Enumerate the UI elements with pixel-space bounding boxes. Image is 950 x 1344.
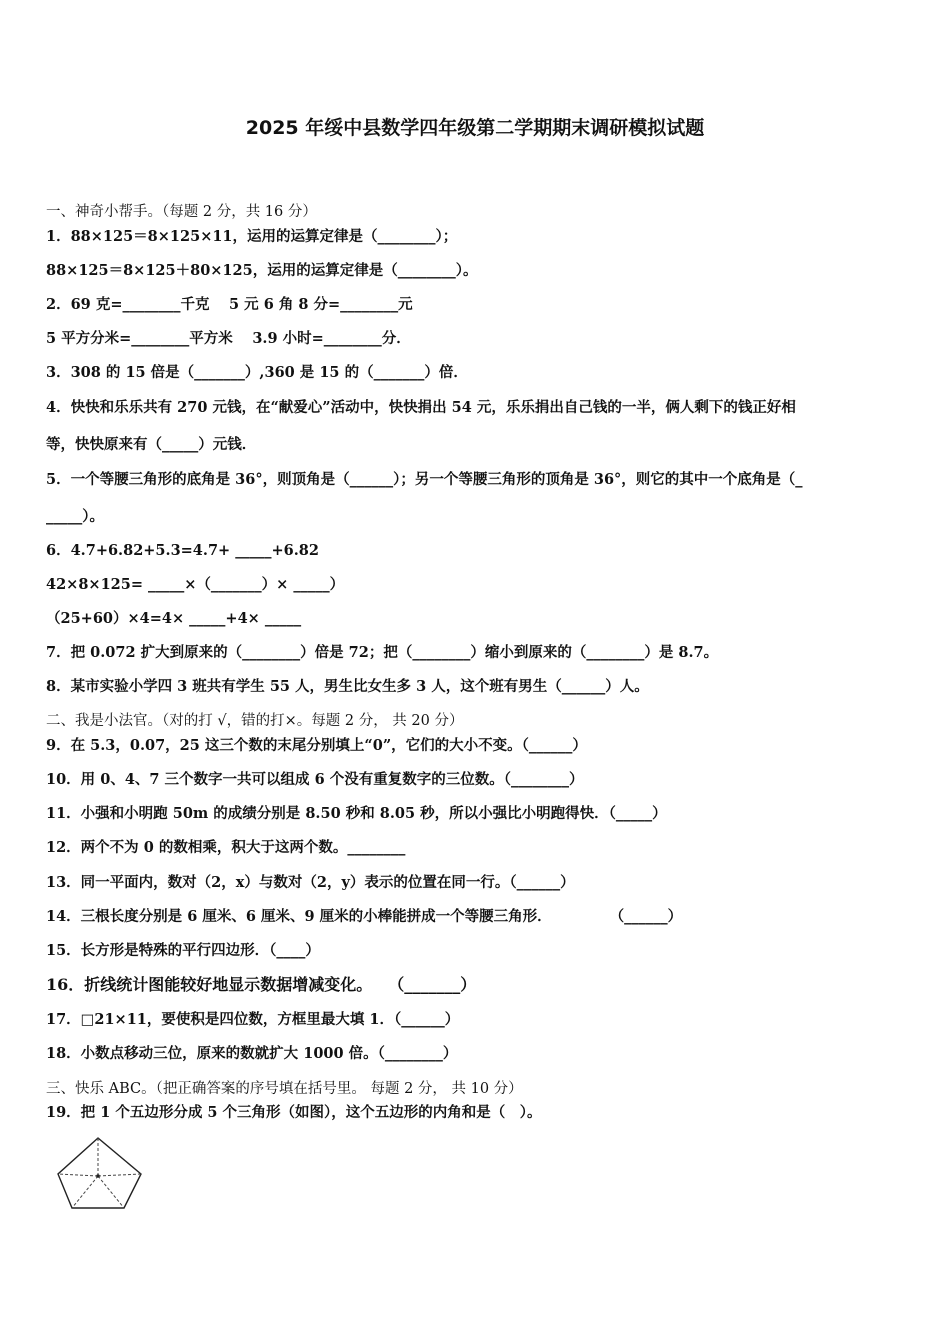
question-13: 13．同一平面内，数对（2，x）与数对（2，y）表示的位置在同一行。（______） <box>46 874 575 891</box>
section-heading-1: 一、神奇小帮手。（每题 2 分，共 16 分） <box>46 204 317 220</box>
question-2b: 5 平方分米=________平方米 3.9 小时=________分． <box>46 330 411 347</box>
question-16: 16．折线统计图能较好地显示数据增减变化。 （_______） <box>46 975 477 994</box>
question-9: 9．在 5.3，0.07，25 这三个数的末尾分别填上“0”，它们的大小不变。（______） <box>46 737 587 754</box>
question-10: 10．用 0、4、7 三个数字一共可以组成 6 个没有重复数字的三位数。（________） <box>46 771 584 788</box>
question-12: 12．两个不为 0 的数相乘，积大于这两个数。________ <box>46 839 406 856</box>
section-heading-2: 二、我是小法官。（对的打 √，错的打×。每题 2 分， 共 20 分） <box>46 713 464 729</box>
question-5b: _____）。 <box>46 508 104 525</box>
question-2a: 2．69 克=________千克 5 元 6 角 8 分=________元 <box>46 296 413 313</box>
question-18: 18．小数点移动三位，原来的数就扩大 1000 倍。（________） <box>46 1045 458 1062</box>
question-5a: 5．一个等腰三角形的底角是 36°，则顶角是（______）；另一个等腰三角形的顶角是 36°，则它的其中一个底角是（_ <box>46 471 803 488</box>
question-1b: 88×125＝8×125＋80×125，运用的运算定律是（________）。 <box>46 262 478 279</box>
pentagon-divided-icon <box>52 1135 146 1215</box>
question-6c: （25+60）×4=4× _____+4× _____ <box>46 610 302 627</box>
question-19: 19．把 1 个五边形分成 5 个三角形（如图），这个五边形的内角和是（ ）。 <box>46 1104 542 1121</box>
question-8: 8．某市实验小学四 3 班共有学生 55 人，男生比女生多 3 人，这个班有男生（______）人。 <box>46 678 649 695</box>
page-title: 2025 年绥中县数学四年级第二学期期末调研模拟试题 <box>245 117 705 139</box>
question-11: 11．小强和小明跑 50m 的成绩分别是 8.50 秒和 8.05 秒，所以小强比小明跑得快．（_____） <box>46 805 667 822</box>
question-1a: 1．88×125＝8×125×11，运用的运算定律是（________）； <box>46 228 458 245</box>
question-14: 14．三根长度分别是 6 厘米、6 厘米、9 厘米的小棒能拼成一个等腰三角形． （______） <box>46 908 683 925</box>
question-4b: 等，快快原来有（_____）元钱． <box>46 436 257 453</box>
section-heading-3: 三、快乐 ABC。（把正确答案的序号填在括号里。 每题 2 分， 共 10 分） <box>46 1081 523 1097</box>
question-6a: 6．4.7+6.82+5.3=4.7+ _____+6.82 <box>46 542 319 559</box>
question-4a: 4．快快和乐乐共有 270 元钱，在“献爱心”活动中，快快捐出 54 元，乐乐捐出自己钱的一半，俩人剩下的钱正好相 <box>46 399 796 416</box>
question-15: 15．长方形是特殊的平行四边形．（____） <box>46 942 320 959</box>
question-3: 3．308 的 15 倍是（_______）,360 是 15 的（_______）倍． <box>46 364 468 381</box>
question-6b: 42×8×125= _____×（_______）× _____） <box>46 576 345 593</box>
question-7: 7．把 0.072 扩大到原来的（________）倍是 72；把（________）缩小到原来的（________）是 8.7。 <box>46 644 719 661</box>
question-17: 17．□21×11，要使积是四位数，方框里最大填 1．（______） <box>46 1011 460 1028</box>
